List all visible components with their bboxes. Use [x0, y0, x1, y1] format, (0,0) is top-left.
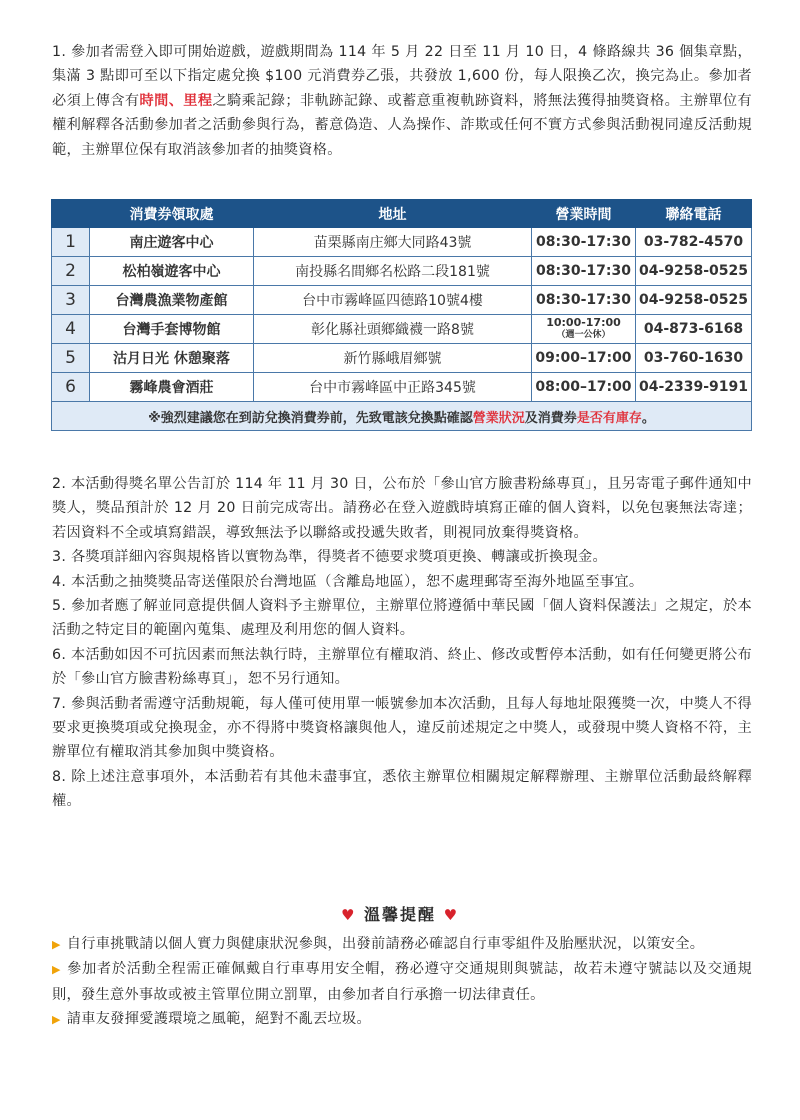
rule-1	[52, 40, 752, 162]
row-index: 3	[52, 286, 90, 315]
row-address: 台中市霧峰區中正路345號	[254, 373, 532, 402]
reminder-title: 溫馨提醒	[363, 905, 436, 924]
row-hours	[532, 315, 636, 344]
row-phone: 03-782-4570	[636, 228, 752, 257]
header-place: 消費券領取處	[90, 200, 254, 228]
row-address: 南投縣名間鄉名松路二段181號	[254, 257, 532, 286]
notice-highlight-status: 營業狀況	[472, 410, 525, 426]
row-place: 台灣手套博物館	[90, 315, 254, 344]
row-hours-value: 10:00-17:00	[546, 316, 621, 329]
rule-2: 2. 本活動得獎名單公告訂於 114 年 11 月 30 日，公布於「參山官方臉書粉絲專頁」，且另寄電子郵件通知中獎人，獎品預計於 12 月 20 日前完成寄出。請務必在登入遊戲時填寫正確的個人資料，以免包裹無法寄達；若因資料不全或填寫錯誤，導致無法予以聯絡或投遞失敗者，則視同放棄得獎資格。	[52, 476, 752, 541]
tip-item	[52, 932, 752, 957]
triangle-bullet-icon: ▶	[52, 938, 61, 951]
tip-item	[52, 1007, 752, 1032]
heart-icon: ♥	[443, 906, 460, 924]
reminder-heading	[0, 902, 800, 925]
reminder-tips	[52, 932, 752, 1033]
row-index: 2	[52, 257, 90, 286]
table-row	[52, 315, 752, 344]
row-hours-note: （週一公休）	[556, 330, 611, 340]
row-hours: 08:30-17:30	[532, 257, 636, 286]
row-address: 台中市霧峰區四德路10號4樓	[254, 286, 532, 315]
heart-icon: ♥	[340, 906, 357, 924]
notice-text-b: 及消費券	[524, 410, 577, 426]
table-notice-row	[52, 402, 752, 431]
header-hours: 營業時間	[532, 200, 636, 228]
rule-5: 5. 參加者應了解並同意提供個人資料予主辦單位，主辦單位將遵循中華民國「個人資料保護法」之規定，於本活動之特定目的範圍內蒐集、處理及利用您的個人資料。	[52, 598, 752, 639]
rules-list	[52, 472, 752, 814]
rule-6: 6. 本活動如因不可抗因素而無法執行時，主辦單位有權取消、終止、修改或暫停本活動，如有任何變更將公布於「參山官方臉書粉絲專頁」，恕不另行通知。	[52, 646, 752, 688]
tip-text: 自行車挑戰請以個人實力與健康狀況參與，出發前請務必確認自行車零組件及胎壓狀況，以策安全。	[66, 936, 705, 952]
row-place: 沽月日光 休憩聚落	[90, 344, 254, 373]
highlight-separator: 、	[168, 92, 184, 109]
row-hours: 08:00–17:00	[532, 373, 636, 402]
voucher-locations-table	[51, 199, 752, 431]
row-hours: 09:00–17:00	[532, 344, 636, 373]
row-place: 松柏嶺遊客中心	[90, 257, 254, 286]
row-phone: 04-873-6168	[636, 315, 752, 344]
rule-1-text-a: 1. 參加者需登入即可開始遊戲，遊戲期間為 114 年 5 月 22 日至 11 月 10 日，4 條路線共 36 個集章點，集滿 3 點即可至以下指定處兌換 $100 元消費券乙張，共發放 1,600 份，每人限換乙次，換完為止。參加者必須上傳含有	[52, 44, 752, 109]
highlight-time: 時間	[139, 92, 169, 109]
table-row	[52, 344, 752, 373]
row-phone: 03-760-1630	[636, 344, 752, 373]
notice-highlight-stock: 是否有庫存	[576, 410, 642, 426]
row-index: 4	[52, 315, 90, 344]
row-index: 5	[52, 344, 90, 373]
rule-1-text-b: 之騎乘記錄；非軌跡記錄、或蓄意重複軌跡資料，將無法獲得抽獎資格。主辦單位有權利解釋各活動參加者之活動參與行為，蓄意偽造、人為操作、詐欺或任何不實方式參與活動視同違反活動規範，主辦單位保有取消該參加者的抽獎資格。	[52, 92, 752, 158]
highlight-mileage: 里程	[183, 92, 213, 109]
rule-3: 3. 各獎項詳細內容與規格皆以實物為準，得獎者不德要求獎項更換、轉讓或折換現金。	[52, 549, 607, 566]
table-header-row	[52, 200, 752, 228]
row-hours: 08:30-17:30	[532, 228, 636, 257]
rule-7: 7. 參與活動者需遵守活動規範，每人僅可使用單一帳號參加本次活動，且每人每地址限獲獎一次，中獎人不得要求更換獎項或兌換現金，亦不得將中獎資格讓與他人，違反前述規定之中獎人，或發現中獎人資格不符，主辦單位有權取消其參加與中獎資格。	[52, 695, 752, 761]
row-address: 新竹縣峨眉鄉號	[254, 344, 532, 373]
header-address: 地址	[254, 200, 532, 228]
table-row	[52, 286, 752, 315]
rule-4: 4. 本活動之抽獎獎品寄送僅限於台灣地區（含離島地區），恕不處理郵寄至海外地區至事宜。	[52, 573, 644, 590]
row-address: 彰化縣社頭鄉織襪一路8號	[254, 315, 532, 344]
triangle-bullet-icon: ▶	[52, 963, 62, 977]
triangle-bullet-icon: ▶	[52, 1013, 61, 1027]
row-place: 霧峰農會酒莊	[90, 373, 254, 402]
row-address: 苗栗縣南庄鄉大同路43號	[254, 228, 532, 257]
row-hours: 08:30-17:30	[532, 286, 636, 315]
row-index: 6	[52, 373, 90, 402]
tip-item	[52, 957, 752, 1007]
header-phone: 聯絡電話	[636, 200, 752, 228]
header-index	[52, 200, 90, 228]
row-phone: 04-2339-9191	[636, 373, 752, 402]
row-place: 南庄遊客中心	[90, 228, 254, 257]
row-index: 1	[52, 228, 90, 257]
table-row	[52, 257, 752, 286]
tip-text: 參加者於活動全程需正確佩戴自行車專用安全帽，務必遵守交通規則與號誌，故若未遵守號誌以及交通規則，發生意外事故或被主管單位開立罰單，由參加者自行承擔一切法律責任。	[52, 961, 752, 1003]
notice-text-c: 。	[641, 410, 655, 426]
row-phone: 04-9258-0525	[636, 286, 752, 315]
notice-text-a: ※強烈建議您在到訪兌換消費券前，先致電該兌換點確認	[148, 410, 473, 426]
rule-8: 8. 除上述注意事項外，本活動若有其他未盡事宜，悉依主辦單位相關規定解釋辦理、主辦單位活動最終解釋權。	[52, 768, 752, 810]
table-row	[52, 228, 752, 257]
row-phone: 04-9258-0525	[636, 257, 752, 286]
table-notice	[52, 402, 752, 431]
table-row	[52, 373, 752, 402]
row-place: 台灣農漁業物產館	[90, 286, 254, 315]
tip-text: 請車友發揮愛護環境之風範，絕對不亂丟垃圾。	[66, 1011, 372, 1028]
